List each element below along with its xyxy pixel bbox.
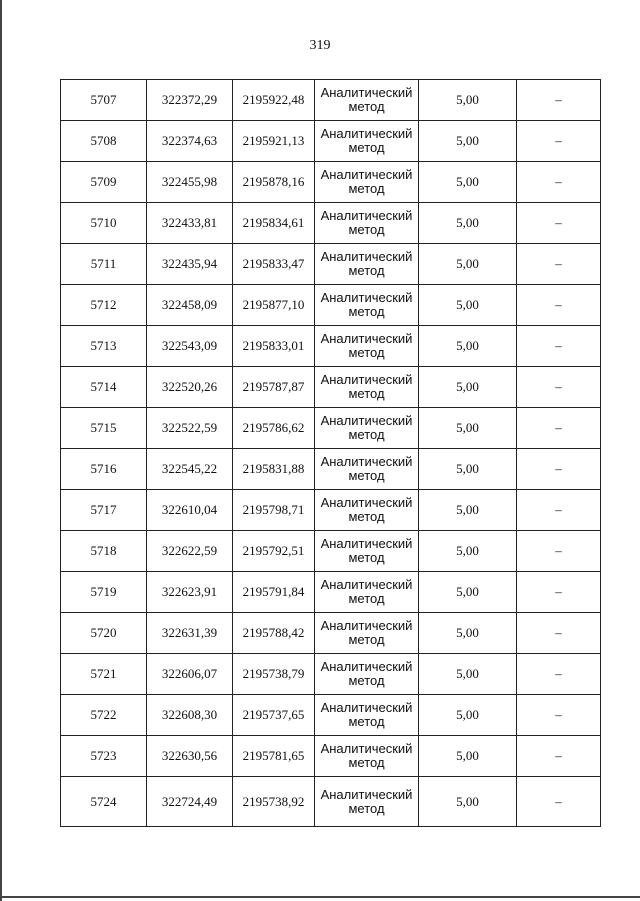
y-coordinate-cell: 2195781,65 xyxy=(233,736,315,777)
point-number-cell: 5719 xyxy=(61,572,147,613)
table-row xyxy=(61,285,601,326)
point-number-cell: 5722 xyxy=(61,695,147,736)
y-coordinate-cell: 2195922,48 xyxy=(233,80,315,121)
method-line-1: Аналитический xyxy=(320,454,413,469)
method-line-2: метод xyxy=(348,714,385,729)
method-line-2: метод xyxy=(348,140,385,155)
error-cell: 5,00 xyxy=(419,613,517,654)
dash-cell: – xyxy=(517,736,601,777)
method-line-2: метод xyxy=(348,304,385,319)
dash-cell: – xyxy=(517,162,601,203)
x-coordinate-cell: 322623,91 xyxy=(147,572,233,613)
method-line-1: Аналитический xyxy=(320,85,413,100)
method-cell xyxy=(315,162,419,203)
error-cell: 5,00 xyxy=(419,736,517,777)
x-coordinate-cell: 322455,98 xyxy=(147,162,233,203)
point-number-cell: 5708 xyxy=(61,121,147,162)
dash-cell: – xyxy=(517,244,601,285)
dash-cell: – xyxy=(517,654,601,695)
dash-cell: – xyxy=(517,572,601,613)
method-line-1: Аналитический xyxy=(320,126,413,141)
table-row xyxy=(61,244,601,285)
x-coordinate-cell: 322374,63 xyxy=(147,121,233,162)
y-coordinate-cell: 2195738,79 xyxy=(233,654,315,695)
x-coordinate-cell: 322608,30 xyxy=(147,695,233,736)
point-number-cell: 5724 xyxy=(61,777,147,827)
page-number: 319 xyxy=(309,38,331,53)
method-line-1: Аналитический xyxy=(320,249,413,264)
table-row xyxy=(61,121,601,162)
table-row xyxy=(61,531,601,572)
x-coordinate-cell: 322622,59 xyxy=(147,531,233,572)
method-cell xyxy=(315,121,419,162)
method-cell xyxy=(315,449,419,490)
x-coordinate-cell: 322372,29 xyxy=(147,80,233,121)
dash-cell: – xyxy=(517,695,601,736)
dash-cell: – xyxy=(517,531,601,572)
point-number-cell: 5721 xyxy=(61,654,147,695)
method-line-2: метод xyxy=(348,427,385,442)
x-coordinate-cell: 322630,56 xyxy=(147,736,233,777)
method-line-2: метод xyxy=(348,509,385,524)
method-cell xyxy=(315,80,419,121)
method-line-2: метод xyxy=(348,550,385,565)
method-line-1: Аналитический xyxy=(320,290,413,305)
method-cell xyxy=(315,572,419,613)
method-cell xyxy=(315,408,419,449)
method-line-1: Аналитический xyxy=(320,413,413,428)
method-line-2: метод xyxy=(348,755,385,770)
error-cell: 5,00 xyxy=(419,449,517,490)
point-number-cell: 5718 xyxy=(61,531,147,572)
x-coordinate-cell: 322606,07 xyxy=(147,654,233,695)
error-cell: 5,00 xyxy=(419,367,517,408)
method-line-1: Аналитический xyxy=(320,577,413,592)
error-cell: 5,00 xyxy=(419,777,517,827)
table-row xyxy=(61,80,601,121)
x-coordinate-cell: 322543,09 xyxy=(147,326,233,367)
point-number-cell: 5723 xyxy=(61,736,147,777)
error-cell: 5,00 xyxy=(419,654,517,695)
table-row xyxy=(61,777,601,827)
scan-left-edge xyxy=(0,0,2,901)
y-coordinate-cell: 2195877,10 xyxy=(233,285,315,326)
method-cell xyxy=(315,695,419,736)
error-cell: 5,00 xyxy=(419,121,517,162)
y-coordinate-cell: 2195737,65 xyxy=(233,695,315,736)
method-line-1: Аналитический xyxy=(320,741,413,756)
error-cell: 5,00 xyxy=(419,531,517,572)
method-line-2: метод xyxy=(348,345,385,360)
method-line-1: Аналитический xyxy=(320,372,413,387)
y-coordinate-cell: 2195921,13 xyxy=(233,121,315,162)
x-coordinate-cell: 322610,04 xyxy=(147,490,233,531)
x-coordinate-cell: 322520,26 xyxy=(147,367,233,408)
method-cell xyxy=(315,326,419,367)
method-line-2: метод xyxy=(348,222,385,237)
method-cell xyxy=(315,285,419,326)
point-number-cell: 5717 xyxy=(61,490,147,531)
y-coordinate-cell: 2195831,88 xyxy=(233,449,315,490)
table-row xyxy=(61,367,601,408)
method-cell xyxy=(315,777,419,827)
table-row xyxy=(61,490,601,531)
point-number-cell: 5707 xyxy=(61,80,147,121)
y-coordinate-cell: 2195834,61 xyxy=(233,203,315,244)
table-row xyxy=(61,736,601,777)
y-coordinate-cell: 2195792,51 xyxy=(233,531,315,572)
x-coordinate-cell: 322435,94 xyxy=(147,244,233,285)
error-cell: 5,00 xyxy=(419,572,517,613)
y-coordinate-cell: 2195833,47 xyxy=(233,244,315,285)
method-line-2: метод xyxy=(348,591,385,606)
method-line-2: метод xyxy=(348,386,385,401)
dash-cell: – xyxy=(517,777,601,827)
error-cell: 5,00 xyxy=(419,408,517,449)
dash-cell: – xyxy=(517,80,601,121)
point-number-cell: 5712 xyxy=(61,285,147,326)
method-line-1: Аналитический xyxy=(320,208,413,223)
table-row xyxy=(61,654,601,695)
method-line-2: метод xyxy=(348,673,385,688)
y-coordinate-cell: 2195798,71 xyxy=(233,490,315,531)
error-cell: 5,00 xyxy=(419,285,517,326)
table-row xyxy=(61,695,601,736)
error-cell: 5,00 xyxy=(419,203,517,244)
error-cell: 5,00 xyxy=(419,162,517,203)
method-line-1: Аналитический xyxy=(320,536,413,551)
x-coordinate-cell: 322724,49 xyxy=(147,777,233,827)
x-coordinate-cell: 322631,39 xyxy=(147,613,233,654)
point-number-cell: 5714 xyxy=(61,367,147,408)
dash-cell: – xyxy=(517,490,601,531)
y-coordinate-cell: 2195878,16 xyxy=(233,162,315,203)
method-line-2: метод xyxy=(348,181,385,196)
table-row xyxy=(61,162,601,203)
method-line-1: Аналитический xyxy=(320,659,413,674)
x-coordinate-cell: 322545,22 xyxy=(147,449,233,490)
point-number-cell: 5709 xyxy=(61,162,147,203)
point-number-cell: 5715 xyxy=(61,408,147,449)
method-line-1: Аналитический xyxy=(320,495,413,510)
dash-cell: – xyxy=(517,326,601,367)
coordinates-table-body xyxy=(61,80,601,827)
coordinates-table xyxy=(60,79,601,827)
table-row xyxy=(61,572,601,613)
method-cell xyxy=(315,613,419,654)
method-cell xyxy=(315,244,419,285)
y-coordinate-cell: 2195833,01 xyxy=(233,326,315,367)
method-cell xyxy=(315,654,419,695)
error-cell: 5,00 xyxy=(419,326,517,367)
error-cell: 5,00 xyxy=(419,490,517,531)
error-cell: 5,00 xyxy=(419,244,517,285)
y-coordinate-cell: 2195786,62 xyxy=(233,408,315,449)
error-cell: 5,00 xyxy=(419,695,517,736)
method-line-2: метод xyxy=(348,263,385,278)
method-line-1: Аналитический xyxy=(320,618,413,633)
dash-cell: – xyxy=(517,285,601,326)
method-cell xyxy=(315,367,419,408)
dash-cell: – xyxy=(517,367,601,408)
table-row xyxy=(61,613,601,654)
method-cell xyxy=(315,490,419,531)
point-number-cell: 5720 xyxy=(61,613,147,654)
method-line-1: Аналитический xyxy=(320,786,413,802)
dash-cell: – xyxy=(517,613,601,654)
dash-cell: – xyxy=(517,449,601,490)
method-line-1: Аналитический xyxy=(320,700,413,715)
method-cell xyxy=(315,736,419,777)
table-row xyxy=(61,449,601,490)
x-coordinate-cell: 322458,09 xyxy=(147,285,233,326)
point-number-cell: 5710 xyxy=(61,203,147,244)
table-row xyxy=(61,326,601,367)
x-coordinate-cell: 322433,81 xyxy=(147,203,233,244)
method-line-1: Аналитический xyxy=(320,331,413,346)
method-cell xyxy=(315,203,419,244)
method-line-2: метод xyxy=(348,632,385,647)
method-line-2: метод xyxy=(348,99,385,114)
scan-bottom-edge xyxy=(0,896,640,898)
y-coordinate-cell: 2195738,92 xyxy=(233,777,315,827)
error-cell: 5,00 xyxy=(419,80,517,121)
y-coordinate-cell: 2195787,87 xyxy=(233,367,315,408)
x-coordinate-cell: 322522,59 xyxy=(147,408,233,449)
y-coordinate-cell: 2195791,84 xyxy=(233,572,315,613)
point-number-cell: 5713 xyxy=(61,326,147,367)
point-number-cell: 5711 xyxy=(61,244,147,285)
method-cell xyxy=(315,531,419,572)
dash-cell: – xyxy=(517,408,601,449)
table-row xyxy=(61,408,601,449)
dash-cell: – xyxy=(517,203,601,244)
method-line-1: Аналитический xyxy=(320,167,413,182)
method-line-2: метод xyxy=(348,800,385,816)
dash-cell: – xyxy=(517,121,601,162)
method-line-2: метод xyxy=(348,468,385,483)
table-row xyxy=(61,203,601,244)
y-coordinate-cell: 2195788,42 xyxy=(233,613,315,654)
point-number-cell: 5716 xyxy=(61,449,147,490)
